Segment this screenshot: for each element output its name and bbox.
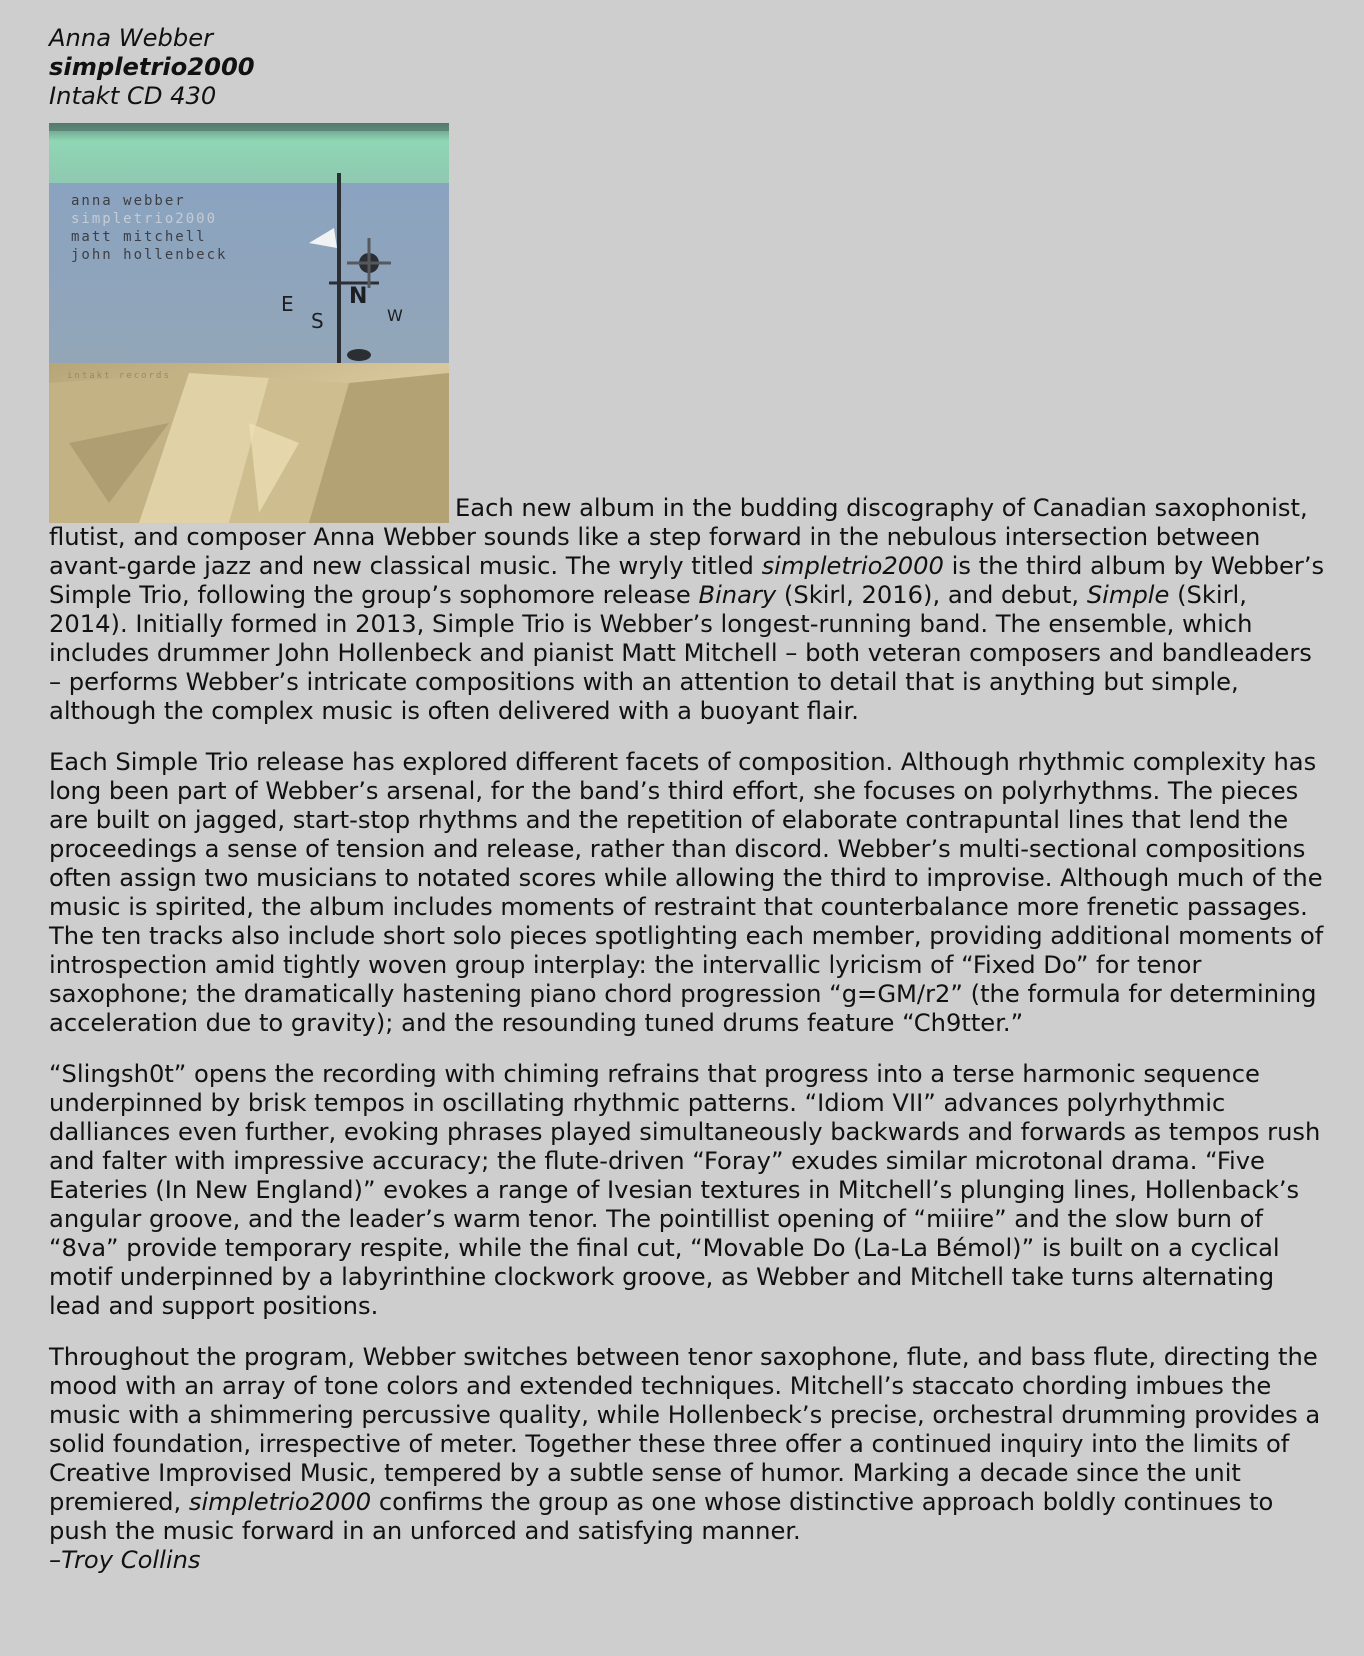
cover-line-musician-2: john hollenbeck xyxy=(71,247,228,263)
paragraph-1 xyxy=(49,123,1327,726)
review-article xyxy=(49,24,1327,1575)
album-header xyxy=(49,24,1327,111)
p4-text-a: Throughout the program, Webber switches between tenor saxophone, flute, and bass flute, directing the mood with an array of tone colors and extended techniques. Mitchell’s staccato chording imbues the music with a shimmering percussive quality, while Hollenbeck’s precise, orchestral drumming provides a solid foundation, irrespective of meter. Together these three offer a continued inquiry into the limits of Creative Improvised Music, tempered by a subtle sense of humor. Marking a decade since the unit premiered, xyxy=(49,1343,1321,1516)
p4-album-title: simpletrio2000 xyxy=(188,1488,372,1516)
label-catalog: Intakt CD 430 xyxy=(49,82,217,110)
album-title: simpletrio2000 xyxy=(49,53,255,81)
p1-text-g: (Skirl, 2014). Initially formed in 2013, Simple Trio is Webber’s longest-running band. The ensemble, which includes drummer John Hollenbeck and pianist Matt Mitchell – both veteran composers and bandleaders – performs Webber’s intricate compositions with an attention to detail that is anything but simple, although the complex music is often delivered with a buoyant flair. xyxy=(49,581,1312,725)
cover-line-artist: anna webber xyxy=(71,193,186,209)
cover-footer-label: intakt records xyxy=(67,371,171,381)
p1-album-binary: Binary xyxy=(698,581,777,609)
p1-album-simple: Simple xyxy=(1086,581,1170,609)
cover-compass-n: N xyxy=(349,284,368,309)
p1-album-title: simpletrio2000 xyxy=(761,552,944,580)
paragraph-4 xyxy=(49,1343,1327,1575)
cover-compass-s: S xyxy=(311,309,324,333)
cover-line-album: simpletrio2000 xyxy=(71,211,218,227)
p1-text-c: is the third album by Webber’s Simple Trio, following the group’s sophomore release xyxy=(49,552,1325,609)
p1-text-e: (Skirl, 2016), and debut, xyxy=(776,581,1087,609)
paragraph-2: Each Simple Trio release has explored different facets of composition. Although rhythmic complexity has long been part of Webber’s arsenal, for the band’s third effort, she focuses on polyrhythms. The pieces are built on jagged, start-stop rhythms and the repetition of elaborate contrapuntal lines that lend the proceedings a sense of tension and release, rather than discord. Webber’s multi-sectional compositions often assign two musicians to notated scores while allowing the third to improvise. Although much of the music is spirited, the album includes moments of restraint that counterbalance more frenetic passages. The ten tracks also include short solo pieces spotlighting each member, providing additional moments of introspection amid tightly woven group interplay: the intervallic lyricism of “Fixed Do” for tenor saxophone; the dramatically hastening piano chord progression “g=GM/r2” (the formula for determining acceleration due to gravity); and the resounding tuned drums feature “Ch9tter.” xyxy=(49,748,1324,1037)
album-cover-image xyxy=(49,123,449,523)
p1-text-a: Each new album in the budding discography of Canadian saxophonist, flutist, and composer Anna Webber sounds like a step forward in the nebulous intersection between avant-garde jazz and new classical music. The wryly titled xyxy=(49,494,1308,580)
artist-name: Anna Webber xyxy=(49,24,214,52)
paragraph-3: “Slingsh0t” opens the recording with chiming refrains that progress into a terse harmonic sequence underpinned by brisk tempos in oscillating rhythmic patterns. “Idiom VII” advances polyrhythmic dalliances even further, evoking phrases played simultaneously backwards and forwards as tempos rush and falter with impressive accuracy; the flute-driven “Foray” exudes similar microtonal drama. “Five Eateries (In New England)” evokes a range of Ivesian textures in Mitchell’s plunging lines, Hollenback’s angular groove, and the leader’s warm tenor. The pointillist opening of “miiire” and the slow burn of “8va” provide temporary respite, while the final cut, “Movable Do (La-La Bémol)” is built on a cyclical motif underpinned by a labyrinthine clockwork groove, as Webber and Mitchell take turns alternating lead and support positions. xyxy=(49,1060,1321,1320)
cover-compass-e: E xyxy=(281,292,294,316)
cover-line-musician-1: matt mitchell xyxy=(71,229,207,245)
p4-text-c: confirms the group as one whose distinctive approach boldly continues to push the music forward in an unforced and satisfying manner. xyxy=(49,1488,1274,1545)
cover-compass-w: W xyxy=(387,306,403,325)
author-signature: –Troy Collins xyxy=(49,1546,201,1574)
